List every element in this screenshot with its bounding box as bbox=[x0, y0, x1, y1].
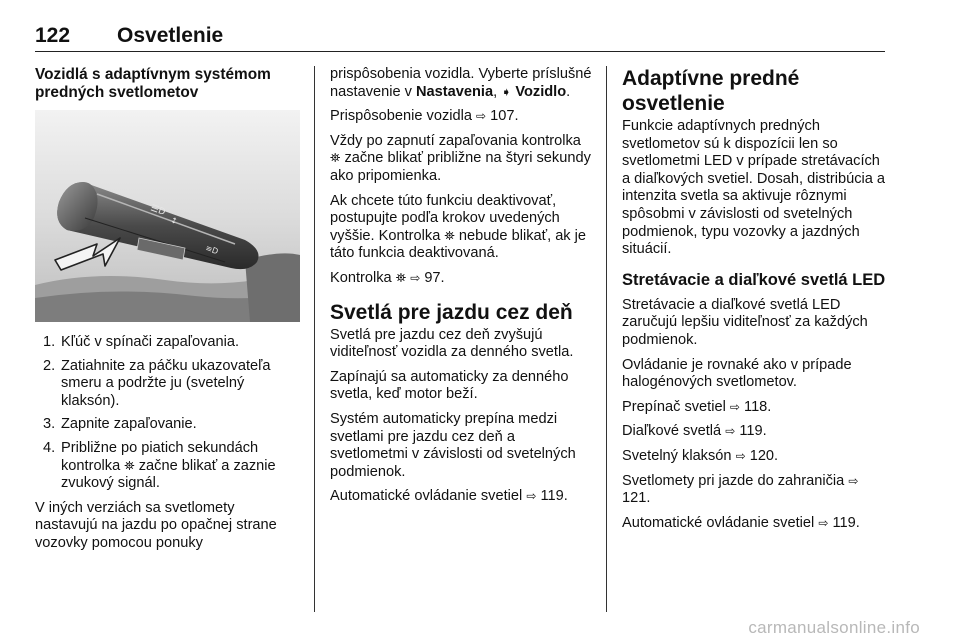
cross-reference: Prispôsobenie vozidla ⇨ 107. bbox=[330, 108, 519, 125]
menu-settings: Nastavenia bbox=[416, 83, 494, 100]
column-1 bbox=[35, 66, 300, 560]
page-ref-arrow-icon: ⇨ bbox=[410, 270, 421, 285]
section-heading-daytime-lights: Svetlá pre jazdu cez deň bbox=[330, 300, 573, 324]
header-divider bbox=[35, 51, 885, 52]
page-number: 122 bbox=[35, 24, 71, 47]
cross-reference: Svetlomety pri jazde do zahraničia ⇨ 121. bbox=[622, 472, 859, 507]
paragraph: Funkcie adaptívnych predných svetlometov sú k dispozícii len so svetlometmi LED v prípade stretávacích a diaľkových svetiel. Dosah, distribúcia a intenzita svetla sa aktivuje rôznymi spôsobmi v závislosti od svetelných podmienok, typu vozovky a jazdných situácií. bbox=[622, 118, 886, 258]
turn-signal-lever-illustration bbox=[35, 110, 300, 322]
paragraph: Stretávacie a diaľkové svetlá LED zaručujú lepšiu viditeľnosť za každých podmienok. bbox=[622, 296, 868, 348]
paragraph: Systém automaticky prepína medzi svetlami pre jazdu cez deň a svetlometmi v závislosti od svetelných podmienok. bbox=[330, 410, 576, 480]
page-ref-arrow-icon: ⇨ bbox=[526, 489, 537, 504]
menu-arrow-icon: ➧ bbox=[501, 84, 512, 99]
cross-reference: Diaľkové svetlá ⇨ 119. bbox=[622, 423, 767, 440]
column-3 bbox=[622, 66, 887, 539]
cross-reference: Svetelný klaksón ⇨ 120. bbox=[622, 447, 779, 464]
section-heading-adaptive-lighting: Adaptívne predné osvetlenie bbox=[622, 67, 800, 115]
column-2 bbox=[330, 66, 595, 513]
svg-text:≡D: ≡D bbox=[204, 243, 220, 257]
paragraph: Zapínajú sa automaticky za denného svetla, keď motor beží. bbox=[330, 368, 569, 403]
page-ref-arrow-icon: ⇨ bbox=[476, 109, 487, 124]
menu-vehicle: Vozidlo bbox=[515, 83, 567, 100]
svg-text:☰D: ☰D bbox=[148, 203, 167, 218]
list-item: 4. Približne po piatich sekundách kontrolka ⛯ začne blikať a zaznie zvukový signál. bbox=[43, 439, 276, 492]
list-item: 1. Kľúč v spínači zapaľovania. bbox=[43, 334, 240, 350]
cross-reference: Kontrolka ⛯ ⇨ 97. bbox=[330, 269, 445, 286]
page-ref-arrow-icon: ⇨ bbox=[848, 473, 859, 488]
cross-reference: Automatické ovládanie svetiel ⇨ 119. bbox=[330, 488, 568, 505]
section-heading-adaptive-headlights: Vozidlá s adaptívnym systémom predných svetlometov bbox=[35, 66, 271, 101]
page-header bbox=[35, 24, 885, 52]
page-title: Osvetlenie bbox=[117, 24, 224, 47]
steps-list bbox=[35, 334, 300, 493]
page-ref-arrow-icon: ⇨ bbox=[725, 424, 736, 439]
indicator-lamp-icon: ⛯ bbox=[124, 458, 135, 474]
page-ref-arrow-icon: ⇨ bbox=[818, 515, 829, 530]
column-divider-2 bbox=[606, 66, 607, 612]
paragraph: Vždy po zapnutí zapaľovania kontrolka ⛯ začne blikať približne na štyri sekundy ako pripomienka. bbox=[330, 132, 591, 184]
column-divider-1 bbox=[314, 66, 315, 612]
indicator-lamp-icon: ⛯ bbox=[330, 151, 341, 167]
page-ref-arrow-icon: ⇨ bbox=[729, 399, 740, 414]
paragraph: Svetlá pre jazdu cez deň zvyšujú viditeľnosť vozidla za denného svetla. bbox=[330, 326, 574, 361]
paragraph: Ovládanie je rovnaké ako v prípade halogénových svetlometov. bbox=[622, 356, 852, 391]
subheading-led-lights: Stretávacie a diaľkové svetlá LED bbox=[622, 270, 886, 289]
svg-text:↕: ↕ bbox=[169, 215, 179, 227]
list-item: 3. Zapnite zapaľovanie. bbox=[43, 416, 197, 433]
watermark: carmanualsonline.info bbox=[748, 618, 920, 637]
cross-reference: Automatické ovládanie svetiel ⇨ 119. bbox=[622, 514, 860, 531]
indicator-lamp-icon: ⛯ bbox=[444, 228, 455, 244]
indicator-lamp-icon: ⛯ bbox=[395, 270, 407, 286]
paragraph: prispôsobenia vozidla. Vyberte príslušné nastavenie v Nastavenia, ➧ Vozidlo. bbox=[330, 66, 592, 100]
paragraph: V iných verziách sa svetlomety nastavujú na jazdu po opačnej strane vozovky pomocou ponuky bbox=[35, 499, 277, 551]
cross-reference: Prepínač svetiel ⇨ 118. bbox=[622, 398, 772, 415]
paragraph: Ak chcete túto funkciu deaktivovať, postupujte podľa krokov uvedených vyššie. Kontrolka ⛯ nebude blikať, ak je táto funkcia deaktivovaná. bbox=[330, 192, 587, 262]
page-ref-arrow-icon: ⇨ bbox=[735, 448, 746, 463]
list-item: 2. Zatiahnite za páčku ukazovateľa smeru a podržte ju (svetelný klaksón). bbox=[43, 357, 271, 409]
